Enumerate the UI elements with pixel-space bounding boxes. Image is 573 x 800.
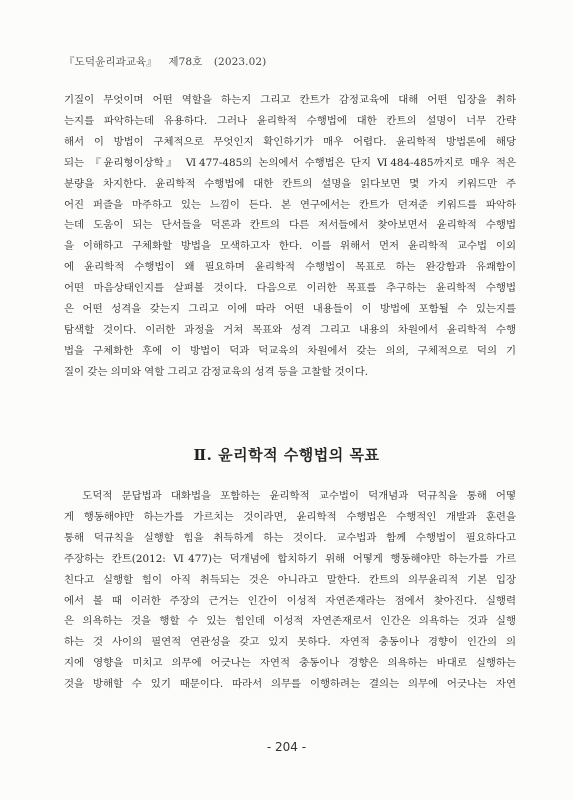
journal-title: 『도덕윤리과교육』 (64, 56, 157, 68)
text-line: 은 어떤 성격을 갖는지 그리고 이에 따라 어떤 내용들이 이 방법에 포함될 수 있는지를 (64, 303, 516, 316)
running-head (64, 54, 266, 69)
text-line: 에 윤리학적 수행법이 왜 필요하며 윤리학적 수행법이 목표로 하는 완강함과 유쾌함이 (64, 261, 516, 274)
issue-date: (2023.02) (213, 56, 267, 68)
text-line: 통해 덕규칙을 실행할 힘을 취득하게 하는 것이다. 교수법과 함께 수행법이 필요하다고 (64, 531, 516, 544)
text-line: 법을 구체화한 후에 이 방법이 덕과 덕교육의 차원에서 갖는 의의, 구체적으로 덕의 기 (64, 344, 516, 357)
text-line: 질이 갖는 의미와 역할 그리고 감정교육의 성격 등을 고찰할 것이다. (64, 365, 369, 378)
text-line: 에서 볼 때 이러한 주장의 근거는 인간이 이성적 자연존재라는 점에서 찾아진다. 실행력 (64, 594, 516, 607)
text-line: 을 이해하고 구체화할 방법을 모색하고자 한다. 이를 위해서 먼저 윤리학적 교수법 이외 (64, 240, 516, 253)
issue-number: 제78호 (168, 56, 203, 68)
text-line: 지에 영향을 미치고 의무에 어긋나는 자연적 충동이나 경향은 의욕하는 바대로 실행하는 (64, 657, 516, 670)
text-line: 게 행동해야만 하는가를 가르치는 것이라면, 윤리학적 수행법은 수행적인 개발과 훈련을 (64, 510, 516, 523)
text-line: 기질이 무엇이며 어떤 역할을 하는지 그리고 칸트가 감정교육에 대해 어떤 입장을 취하 (64, 94, 516, 106)
body-paragraph-1 (64, 90, 516, 383)
text-line: 탐색할 것이다. 이러한 과정을 거쳐 목표와 성격 그리고 내용의 차원에서 윤리학적 수행 (64, 323, 516, 336)
text-line: 는지를 파악하는데 유용하다. 그러나 윤리학적 수행법에 대한 칸트의 설명이 너무 간략 (64, 114, 516, 127)
text-line: 해서 이 방법이 구체적으로 무엇인지 확인하기가 매우 어렵다. 윤리학적 방법론에 해당 (64, 135, 516, 148)
text-line: 것을 방해할 수 있기 때문이다. 따라서 의무를 이행하려는 결의는 의무에 어긋나는 자연 (64, 678, 516, 691)
text-line: 은 의욕하는 것을 행할 수 있는 힘인데 이성적 자연존재로서 인간은 의욕하는 것과 실행 (64, 615, 516, 628)
text-line: 주장하는 칸트(2012: Ⅵ477)는 덕개념에 합치하기 위해 어떻게 행동해야만 하는가를 가르 (64, 552, 516, 565)
text-line: 도덕적 문답법과 대화법을 포함하는 윤리학적 교수법이 덕개념과 덕규칙을 통해 어떻 (64, 490, 516, 502)
body-paragraph-2 (64, 486, 516, 695)
section-heading: Ⅱ. 윤리학적 수행법의 목표 (193, 446, 380, 464)
text-line: 어떤 마음상태인지를 살펴볼 것이다. 다음으로 이러한 목표를 추구하는 윤리학적 수행법 (64, 282, 516, 295)
text-line: 는데 도움이 되는 단서들을 덕론과 칸트의 다른 저서들에서 찾아보면서 윤리학적 수행법 (64, 219, 516, 232)
text-line: 되는 『윤리형이상학』 Ⅵ477-485의 논의에서 수행법은 단지 Ⅵ484-485까지로 매우 적은 (64, 156, 516, 169)
text-line: 분량을 차지한다. 윤리학적 수행법에 대한 칸트의 설명을 읽다보면 몇 가지 키워드만 주 (64, 177, 516, 190)
page-number: - 204 - (266, 740, 307, 754)
text-line: 친다고 실행할 힘이 아직 취득되는 것은 아니라고 말한다. 칸트의 의무윤리적 기본 입장 (64, 573, 516, 586)
text-line: 하는 것 사이의 필연적 연관성을 갖고 있지 못하다. 자연적 충동이나 경향이 인간의 의 (64, 636, 516, 649)
text-line: 어진 퍼즐을 마주하고 있는 느낌이 든다. 본 연구에서는 칸트가 던져준 키워드를 파악하 (64, 198, 516, 211)
